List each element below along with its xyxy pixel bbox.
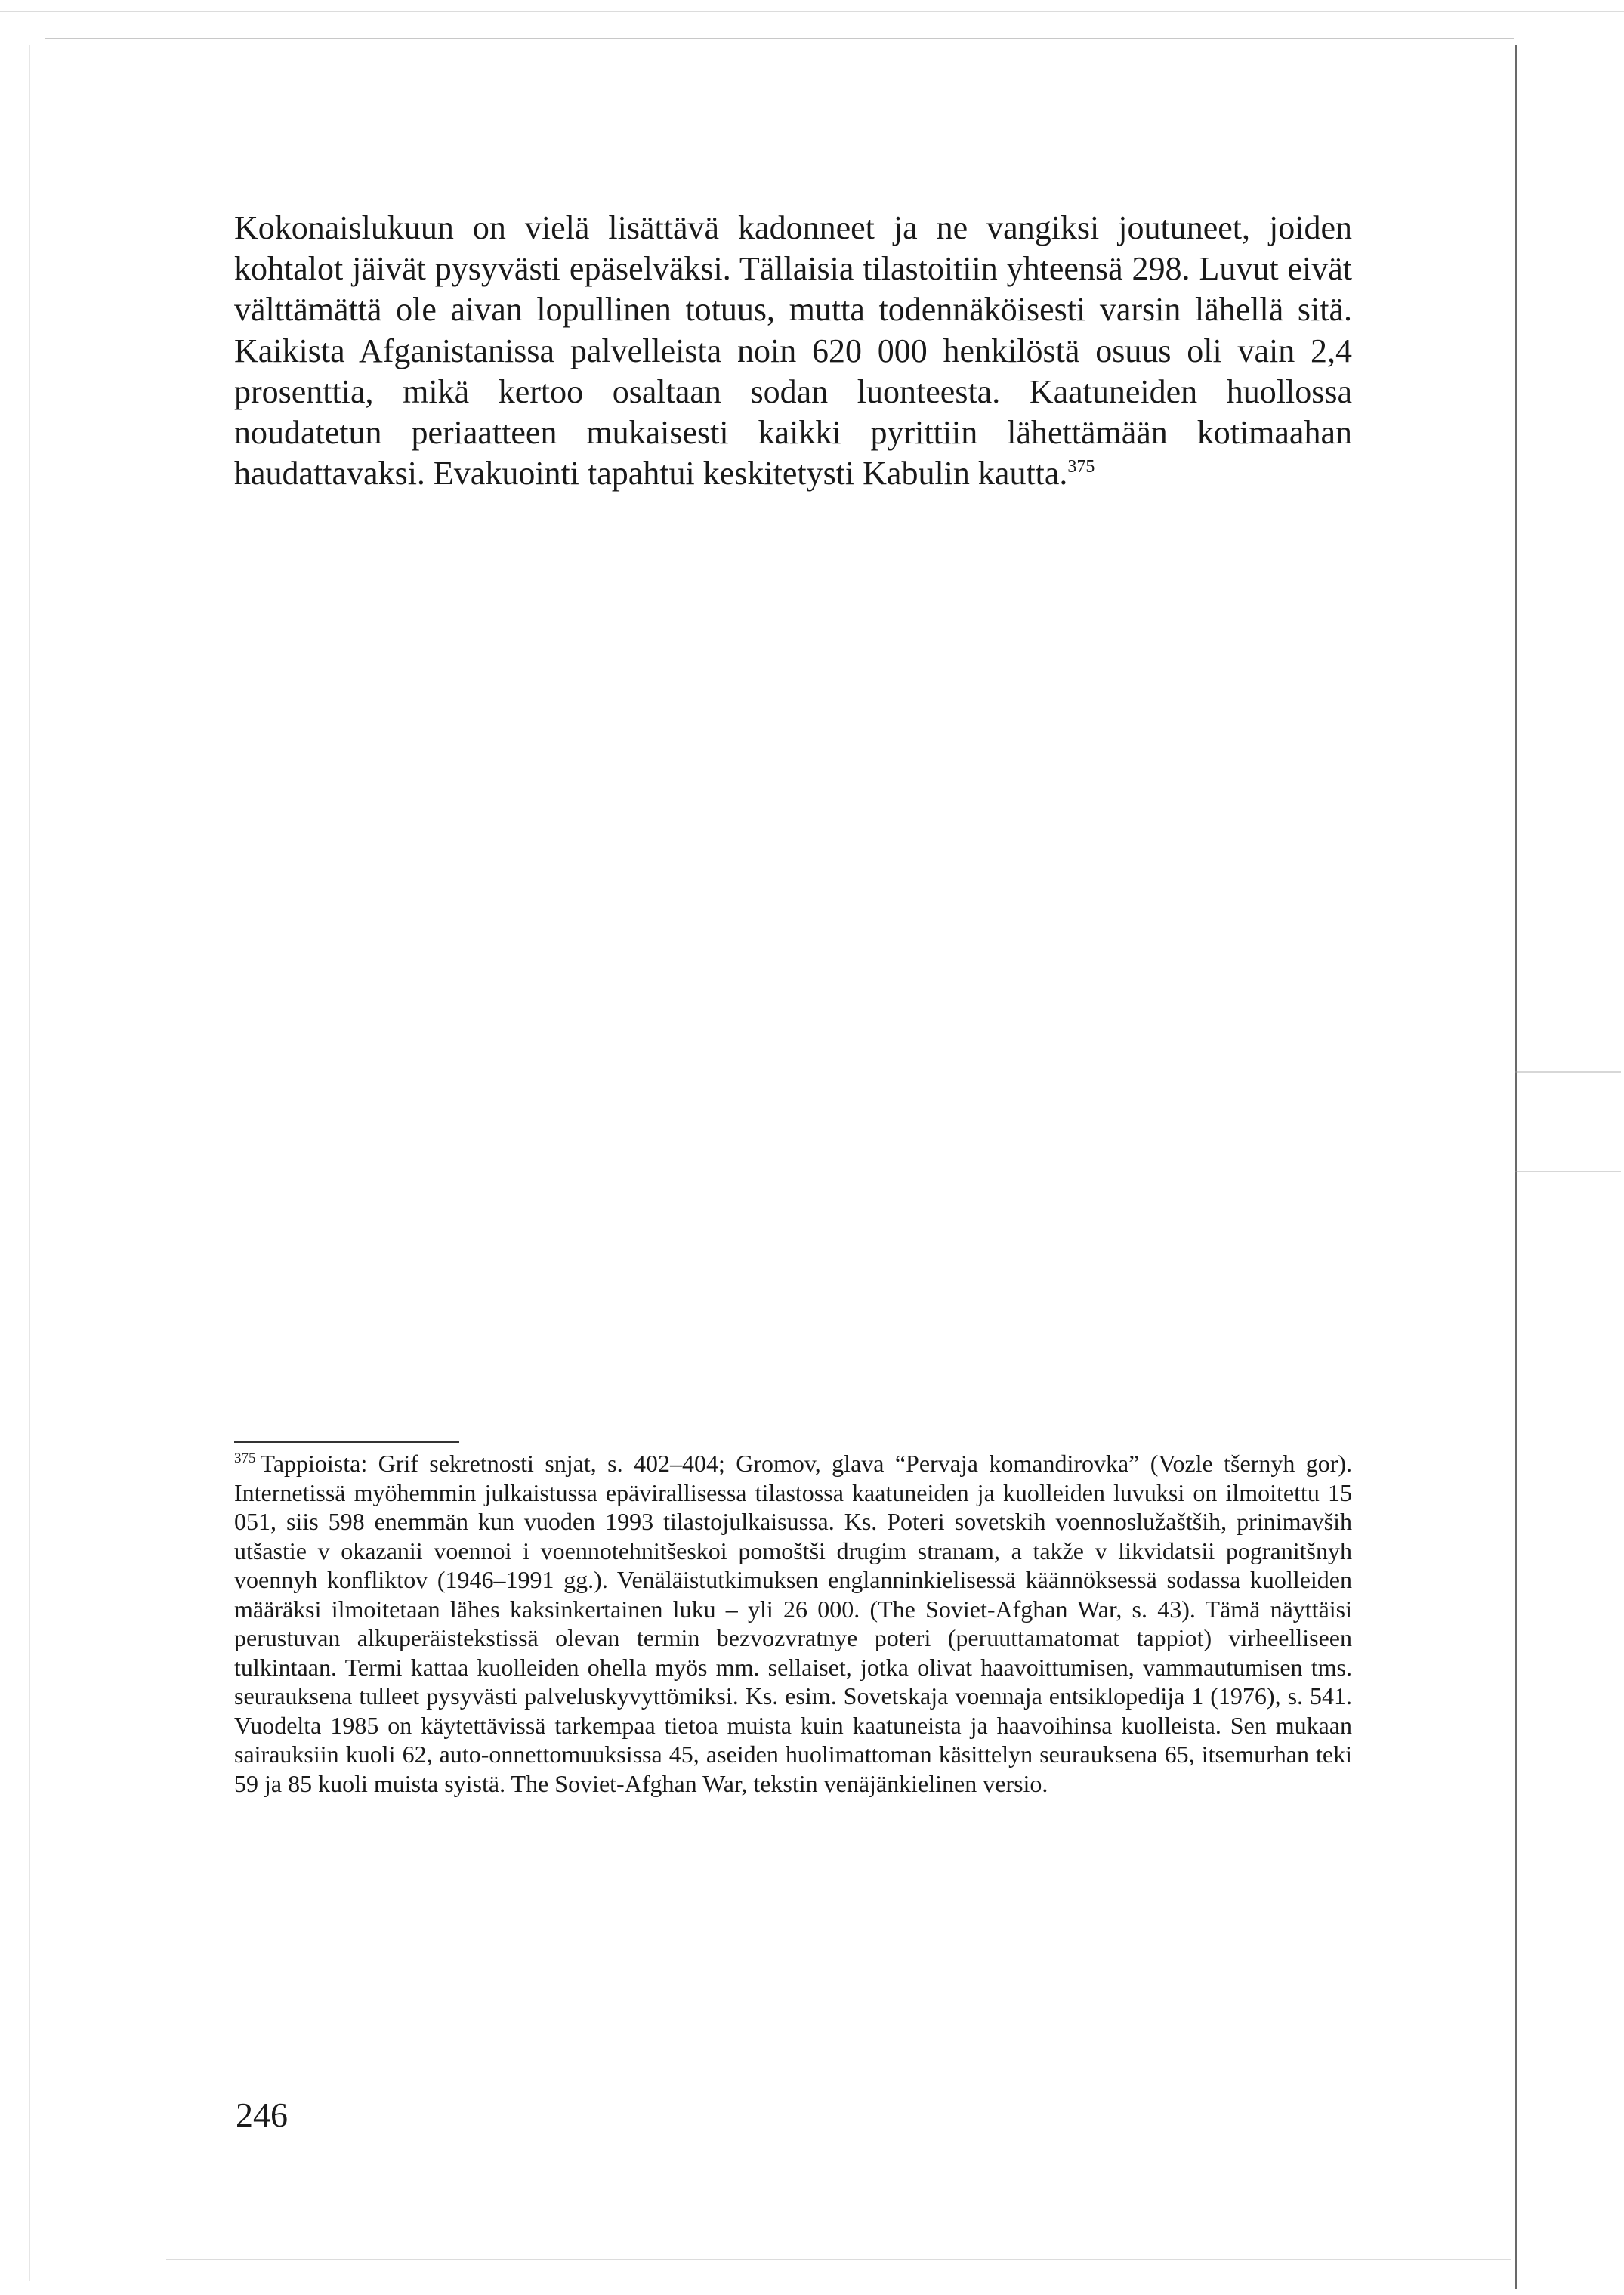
scan-edge-line [1515,1171,1621,1172]
footnote-separator [234,1441,459,1443]
footnote-text: Tappioista: Grif sekretnosti snjat, s. 402–404; Gromov, glava “Pervaja komandirovka” (Vozle tšernyh gor). Internetissä myöhemmin julkaistussa epävirallisessa tilastossa kaatuneiden ja kuolleiden luvuksi on ilmoitettu 15 051, siis 598 enemmän kun vuoden 1993 tilastojulkaisussa. Ks. Poteri sovetskih voennoslužaštših, prinimavših utšastie v okazanii voennoi i voennotehnitšeskoi pomoštši drugim stranam, a takže v likvidatsii pogranitšnyh voennyh konfliktov (1946–1991 gg.). Venäläistutkimuksen englanninkielisessä käännöksessä sodassa kuolleiden määräksi ilmoitetaan lähes kaksinkertainen luku – yli 26 000. (The Soviet-Afghan War, s. 43). Tämä näyttäisi perustuvan alkuperäistekstissä olevan termin bezvozvratnye poteri (peruuttamatomat tappiot) virheelliseen tulkintaan. Termi kattaa kuolleiden ohella myös mm. sellaiset, jotka olivat haavoittumisen, vammautumisen tms. seurauksena tulleet pysyvästi palveluskyvyttömiksi. Ks. esim. Sovetskaja voennaja entsiklopedija 1 (1976), s. 541. Vuodelta 1985 on käytettävissä tarkempaa tietoa muista kuin kaatuneista ja haavoihinsa kuolleista. Sen mukaan sairauksiin kuoli 62, auto-onnettomuuksissa 45, aseiden huolimattoman käsittelyn seurauksena 65, itsemurhan teki 59 ja 85 kuoli muista syistä. The Soviet-Afghan War, tekstin venäjänkielinen versio. [234,1450,1352,1797]
scan-edge-line [29,45,30,2281]
scan-edge-line [45,38,1514,39]
body-paragraph [234,208,1352,494]
body-paragraph-text: Kokonaislukuun on vielä lisättävä kadonneet ja ne vangiksi joutuneet, joiden kohtalot jäivät pysyvästi epäselväksi. Tällaisia tilastoitiin yhteensä 298. Luvut eivät välttämättä ole aivan lopullinen totuus, mutta todennäköisesti varsin lähellä sitä. Kaikista Afganistanissa palvelleista noin 620 000 henkilöstä osuus oli vain 2,4 prosenttia, mikä kertoo osaltaan sodan luonteesta. Kaatuneiden huollossa noudatetun periaatteen mukaisesti kaikki pyrittiin lähettämään kotimaahan haudattavaksi. Evakuointi tapahtui keskitetysti Kabulin kautta. [234,209,1352,493]
scan-edge-line [0,11,1624,12]
scan-edge-line [1515,45,1517,2289]
scan-edge-line [166,2259,1511,2260]
footnote-number: 375 [234,1450,256,1466]
scan-edge-line [1515,1071,1621,1073]
footnote-reference[interactable]: 375 [1067,457,1095,477]
page-number: 246 [236,2096,288,2134]
footnote [234,1449,1352,1798]
